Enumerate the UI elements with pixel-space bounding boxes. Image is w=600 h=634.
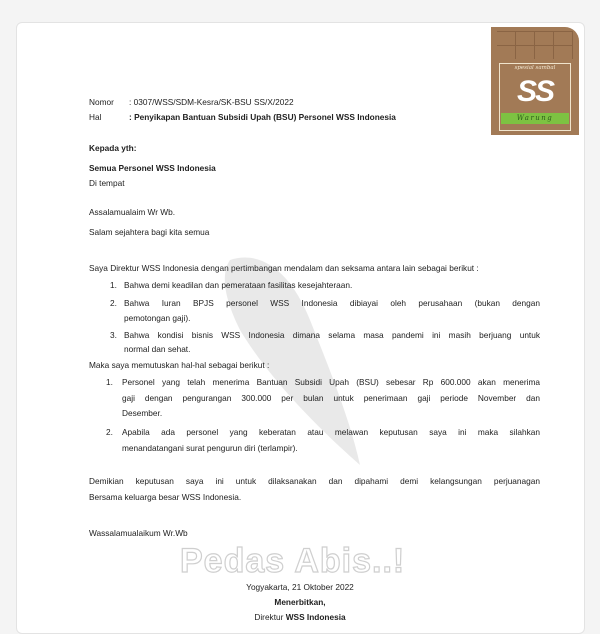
logo-mark: SS xyxy=(516,75,554,108)
recipient-place: Di tempat xyxy=(89,178,125,188)
decision-intro: Maka saya memutuskan hal-hal sebagai berikut : xyxy=(89,360,270,370)
greeting: Salam sejahtera bagi kita semua xyxy=(89,227,210,237)
recipient-to: Kepada yth: xyxy=(89,143,137,153)
list-number: 1. xyxy=(106,377,113,387)
logo-name: Warung xyxy=(501,113,569,124)
greeting: Assalamualaim Wr Wb. xyxy=(89,207,176,217)
closing-text: Bersama keluarga besar WSS Indonesia. xyxy=(89,492,242,502)
list-item: normal dan sehat. xyxy=(124,344,191,354)
hal-value: : Penyikapan Bantuan Subsidi Upah (BSU) Personel WSS Indonesia xyxy=(129,112,396,122)
place-date: Yogyakarta, 21 Oktober 2022 xyxy=(246,582,354,592)
nomor-value: : 0307/WSS/SDM-Kesra/SK-BSU SS/X/2022 xyxy=(129,97,294,107)
list-item: Bahwa demi keadilan dan pemerataan fasilitas kesejahteraan. xyxy=(124,280,353,290)
list-number: 2. xyxy=(110,298,117,308)
list-item: pemotongan gaji). xyxy=(124,313,191,323)
list-number: 3. xyxy=(110,330,117,340)
closing-text: Demikian keputusan saya ini untuk dilaksanakan dan dipahami demi kelangsungan perjuanagan xyxy=(89,476,540,486)
list-item: Bahwa kondisi bisnis WSS Indonesia dimana selama masa pandemi ini masih berjuang untuk xyxy=(124,330,540,340)
list-item: Bahwa Iuran BPJS personel WSS Indonesia dibiayai oleh perusahaan (bukan dengan xyxy=(124,298,540,308)
farewell: Wassalamualaikum Wr.Wb xyxy=(89,528,188,538)
list-item: Desember. xyxy=(122,408,163,418)
list-item: Apabila ada personel yang keberatan atau melawan keputusan saya ini maka silahkan xyxy=(122,427,540,437)
warung-ss-logo xyxy=(491,27,579,135)
logo-subtitle: spesial sambal xyxy=(514,65,556,71)
list-item: menandatangani surat pengurun diri (terlampir). xyxy=(122,443,298,453)
nomor-label: Nomor xyxy=(89,97,114,107)
list-item: Personel yang telah menerima Bantuan Subsidi Upah (BSU) sebesar Rp 600.000 akan menerima xyxy=(122,377,540,387)
list-item: gaji dengan pengurangan 300.000 per bulan untuk penerimaan gaji periode November dan xyxy=(122,393,540,403)
signatory-title-prefix: Direktur xyxy=(254,612,286,622)
signatory-title xyxy=(150,612,450,622)
intro-text: Saya Direktur WSS Indonesia dengan pertimbangan mendalam dan seksama antara lain sebagai berikut : xyxy=(89,263,479,273)
hal-label: Hal xyxy=(89,112,102,122)
issued-label: Menerbitkan, xyxy=(274,597,326,607)
recipient-name: Semua Personel WSS Indonesia xyxy=(89,163,216,173)
watermark-text: Pedas Abis..! xyxy=(180,542,406,580)
list-number: 1. xyxy=(110,280,117,290)
signatory-title-company: WSS Indonesia xyxy=(285,612,346,622)
list-number: 2. xyxy=(106,427,113,437)
